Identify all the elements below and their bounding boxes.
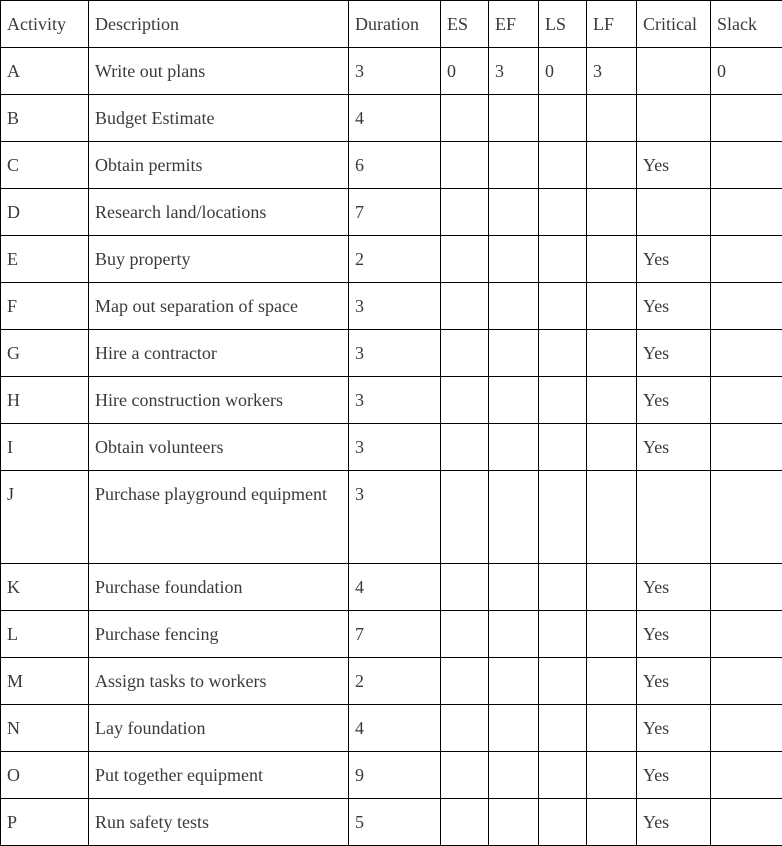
cell-ls [539, 564, 587, 611]
cell-duration: 3 [349, 424, 441, 471]
cell-lf [587, 799, 637, 846]
cell-ls [539, 471, 587, 564]
table-row [1, 283, 782, 330]
cell-critical [637, 471, 711, 564]
cell-slack: 0 [711, 48, 782, 95]
cell-es [441, 799, 489, 846]
cell-ef: 3 [489, 48, 539, 95]
table-row [1, 752, 782, 799]
cell-duration: 4 [349, 564, 441, 611]
cell-lf [587, 236, 637, 283]
cell-critical: Yes [637, 705, 711, 752]
cell-description: Write out plans [89, 48, 349, 95]
cell-ef [489, 799, 539, 846]
cell-duration: 3 [349, 471, 441, 564]
cell-activity: C [1, 142, 89, 189]
cell-activity: P [1, 799, 89, 846]
cell-lf [587, 95, 637, 142]
table-row [1, 424, 782, 471]
cell-es [441, 283, 489, 330]
cell-critical: Yes [637, 283, 711, 330]
cell-ls [539, 705, 587, 752]
cell-description: Run safety tests [89, 799, 349, 846]
cell-ef [489, 611, 539, 658]
cell-duration: 2 [349, 658, 441, 705]
cell-ef [489, 377, 539, 424]
cell-slack [711, 611, 782, 658]
cell-slack [711, 236, 782, 283]
cell-slack [711, 471, 782, 564]
cell-ef [489, 236, 539, 283]
cell-duration: 3 [349, 330, 441, 377]
cell-ls [539, 658, 587, 705]
cell-critical [637, 95, 711, 142]
cell-ef [489, 283, 539, 330]
cell-es [441, 752, 489, 799]
cell-ls [539, 377, 587, 424]
cell-description: Purchase playground equipment [89, 471, 349, 564]
cell-critical: Yes [637, 377, 711, 424]
cell-lf [587, 471, 637, 564]
cell-es [441, 564, 489, 611]
cell-description: Assign tasks to workers [89, 658, 349, 705]
cell-activity: M [1, 658, 89, 705]
header-slack: Slack [711, 1, 782, 48]
cell-description: Research land/locations [89, 189, 349, 236]
cell-critical: Yes [637, 424, 711, 471]
cell-ef [489, 471, 539, 564]
cell-ls [539, 283, 587, 330]
cell-activity: G [1, 330, 89, 377]
cell-ef [489, 330, 539, 377]
cell-description: Purchase fencing [89, 611, 349, 658]
table-row [1, 564, 782, 611]
cell-ls: 0 [539, 48, 587, 95]
cell-duration: 5 [349, 799, 441, 846]
cell-slack [711, 705, 782, 752]
table-row [1, 142, 782, 189]
header-lf: LF [587, 1, 637, 48]
cell-lf [587, 752, 637, 799]
cell-es [441, 705, 489, 752]
header-es: ES [441, 1, 489, 48]
cell-lf [587, 330, 637, 377]
cell-duration: 9 [349, 752, 441, 799]
cell-description: Budget Estimate [89, 95, 349, 142]
cell-lf [587, 189, 637, 236]
cell-critical [637, 48, 711, 95]
cell-lf [587, 611, 637, 658]
header-duration: Duration [349, 1, 441, 48]
cell-ls [539, 752, 587, 799]
cell-duration: 2 [349, 236, 441, 283]
cell-description: Buy property [89, 236, 349, 283]
cell-activity: I [1, 424, 89, 471]
cell-critical: Yes [637, 658, 711, 705]
table-row [1, 95, 782, 142]
cell-es: 0 [441, 48, 489, 95]
cell-description: Map out separation of space [89, 283, 349, 330]
header-description: Description [89, 1, 349, 48]
cell-es [441, 377, 489, 424]
cell-es [441, 424, 489, 471]
cell-critical [637, 189, 711, 236]
cell-slack [711, 283, 782, 330]
table-row [1, 377, 782, 424]
cell-lf: 3 [587, 48, 637, 95]
cell-description: Hire construction workers [89, 377, 349, 424]
cell-es [441, 330, 489, 377]
header-row [1, 1, 782, 48]
cell-duration: 7 [349, 189, 441, 236]
cell-slack [711, 142, 782, 189]
cell-activity: A [1, 48, 89, 95]
cell-es [441, 236, 489, 283]
cell-slack [711, 564, 782, 611]
cell-ls [539, 189, 587, 236]
cell-ls [539, 799, 587, 846]
cell-lf [587, 283, 637, 330]
cell-lf [587, 705, 637, 752]
cell-slack [711, 95, 782, 142]
cell-ef [489, 752, 539, 799]
cell-slack [711, 424, 782, 471]
cell-critical: Yes [637, 330, 711, 377]
cell-description: Obtain permits [89, 142, 349, 189]
cell-ls [539, 424, 587, 471]
cell-activity: E [1, 236, 89, 283]
cell-ls [539, 142, 587, 189]
cell-ef [489, 705, 539, 752]
table-row [1, 330, 782, 377]
table-row [1, 611, 782, 658]
cell-ef [489, 189, 539, 236]
cell-description: Obtain volunteers [89, 424, 349, 471]
header-ls: LS [539, 1, 587, 48]
table-row [1, 705, 782, 752]
cell-description: Purchase foundation [89, 564, 349, 611]
header-ef: EF [489, 1, 539, 48]
cell-ef [489, 142, 539, 189]
cell-slack [711, 658, 782, 705]
cell-activity: F [1, 283, 89, 330]
cell-slack [711, 799, 782, 846]
cell-description: Hire a contractor [89, 330, 349, 377]
cell-ef [489, 564, 539, 611]
table-row [1, 236, 782, 283]
cell-es [441, 471, 489, 564]
header-activity: Activity [1, 1, 89, 48]
cell-ls [539, 95, 587, 142]
cell-ls [539, 236, 587, 283]
cell-es [441, 95, 489, 142]
cell-description: Lay foundation [89, 705, 349, 752]
cell-critical: Yes [637, 799, 711, 846]
cell-lf [587, 658, 637, 705]
cell-activity: O [1, 752, 89, 799]
cell-critical: Yes [637, 236, 711, 283]
cell-critical: Yes [637, 752, 711, 799]
table-row [1, 189, 782, 236]
cell-duration: 3 [349, 283, 441, 330]
cell-slack [711, 189, 782, 236]
cell-ls [539, 330, 587, 377]
table-row [1, 799, 782, 846]
cell-slack [711, 377, 782, 424]
cell-description: Put together equipment [89, 752, 349, 799]
cell-ef [489, 658, 539, 705]
table-row [1, 658, 782, 705]
cell-duration: 3 [349, 377, 441, 424]
cell-es [441, 611, 489, 658]
cell-duration: 4 [349, 95, 441, 142]
cell-slack [711, 752, 782, 799]
cell-lf [587, 424, 637, 471]
header-critical: Critical [637, 1, 711, 48]
cell-ef [489, 95, 539, 142]
cell-lf [587, 377, 637, 424]
cell-slack [711, 330, 782, 377]
cell-es [441, 189, 489, 236]
cell-duration: 6 [349, 142, 441, 189]
cell-activity: L [1, 611, 89, 658]
table-row [1, 48, 782, 95]
cell-lf [587, 564, 637, 611]
cell-activity: D [1, 189, 89, 236]
cell-ls [539, 611, 587, 658]
cell-activity: H [1, 377, 89, 424]
cell-activity: K [1, 564, 89, 611]
cell-es [441, 142, 489, 189]
cell-duration: 4 [349, 705, 441, 752]
cell-critical: Yes [637, 142, 711, 189]
cell-duration: 7 [349, 611, 441, 658]
cell-ef [489, 424, 539, 471]
cell-es [441, 658, 489, 705]
cell-critical: Yes [637, 564, 711, 611]
cell-lf [587, 142, 637, 189]
cell-activity: J [1, 471, 89, 564]
cell-activity: N [1, 705, 89, 752]
table-row [1, 471, 782, 564]
cell-duration: 3 [349, 48, 441, 95]
cell-critical: Yes [637, 611, 711, 658]
cell-activity: B [1, 95, 89, 142]
